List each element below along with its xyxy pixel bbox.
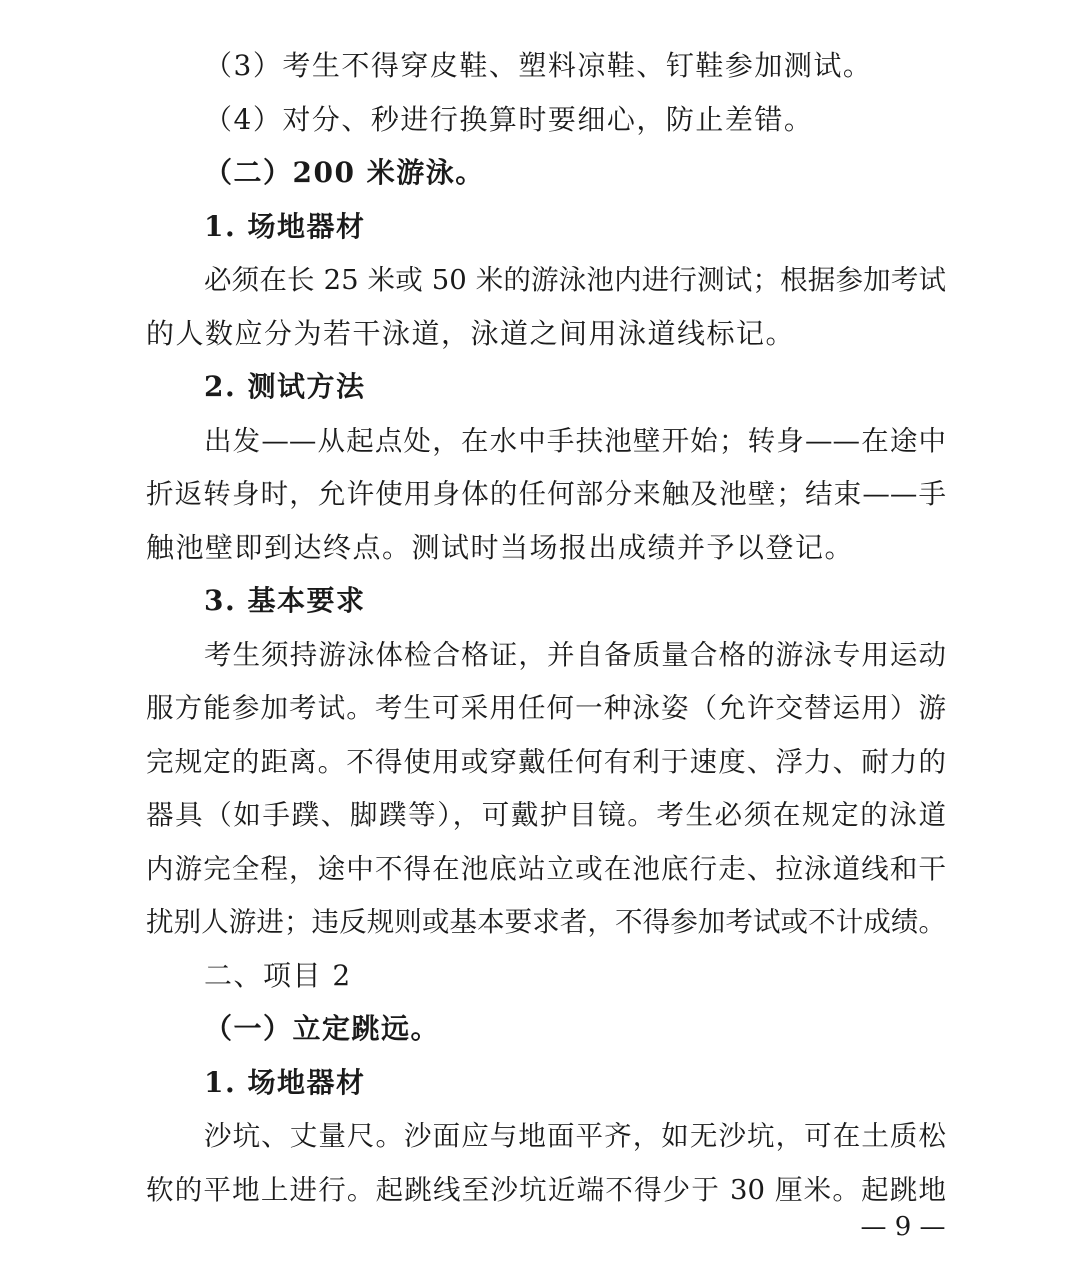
text-line: 器具（如手蹼、脚蹼等），可戴护目镜。考生必须在规定的泳道 (146, 799, 946, 831)
text-line: 完规定的距离。不得使用或穿戴任何有利于速度、浮力、耐力的 (146, 746, 946, 778)
subsection-heading: 1. 场地器材 (204, 210, 366, 243)
text-line: 触池壁即到达终点。测试时当场报出成绩并予以登记。 (146, 531, 855, 564)
text-line: 折返转身时，允许使用身体的任何部分来触及池壁；结束——手 (146, 478, 946, 510)
page-number: — 9 — (860, 1212, 946, 1242)
text-line: 扰别人游进；违反规则或基本要求者，不得参加考试或不计成绩。 (146, 906, 946, 938)
text-line: 必须在长 25 米或 50 米的游泳池内进行测试；根据参加考试 (204, 264, 946, 296)
text-line: 内游完全程，途中不得在池底站立或在池底行走、拉泳道线和干 (146, 853, 946, 885)
text-line: 的人数应分为若干泳道，泳道之间用泳道线标记。 (146, 317, 796, 350)
text-line: 沙坑、丈量尺。沙面应与地面平齐，如无沙坑，可在土质松 (204, 1120, 946, 1152)
section-heading: 二、项目 2 (204, 959, 352, 992)
text-line: （3）考生不得穿皮鞋、塑料凉鞋、钉鞋参加测试。 (204, 49, 873, 82)
section-heading: （一）立定跳远。 (204, 1012, 441, 1045)
text-line: 考生须持游泳体检合格证，并自备质量合格的游泳专用运动 (204, 639, 946, 671)
text-line: 出发——从起点处，在水中手扶池壁开始；转身——在途中 (204, 425, 946, 457)
subsection-heading: 3. 基本要求 (204, 584, 366, 617)
text-line: （4）对分、秒进行换算时要细心，防止差错。 (204, 103, 814, 136)
subsection-heading: 2. 测试方法 (204, 370, 366, 403)
text-line: 服方能参加考试。考生可采用任何一种泳姿（允许交替运用）游 (146, 692, 946, 724)
text-line: 软的平地上进行。起跳线至沙坑近端不得少于 30 厘米。起跳地 (146, 1174, 946, 1206)
section-heading: （二）200 米游泳。 (204, 156, 485, 189)
subsection-heading: 1. 场地器材 (204, 1066, 366, 1099)
